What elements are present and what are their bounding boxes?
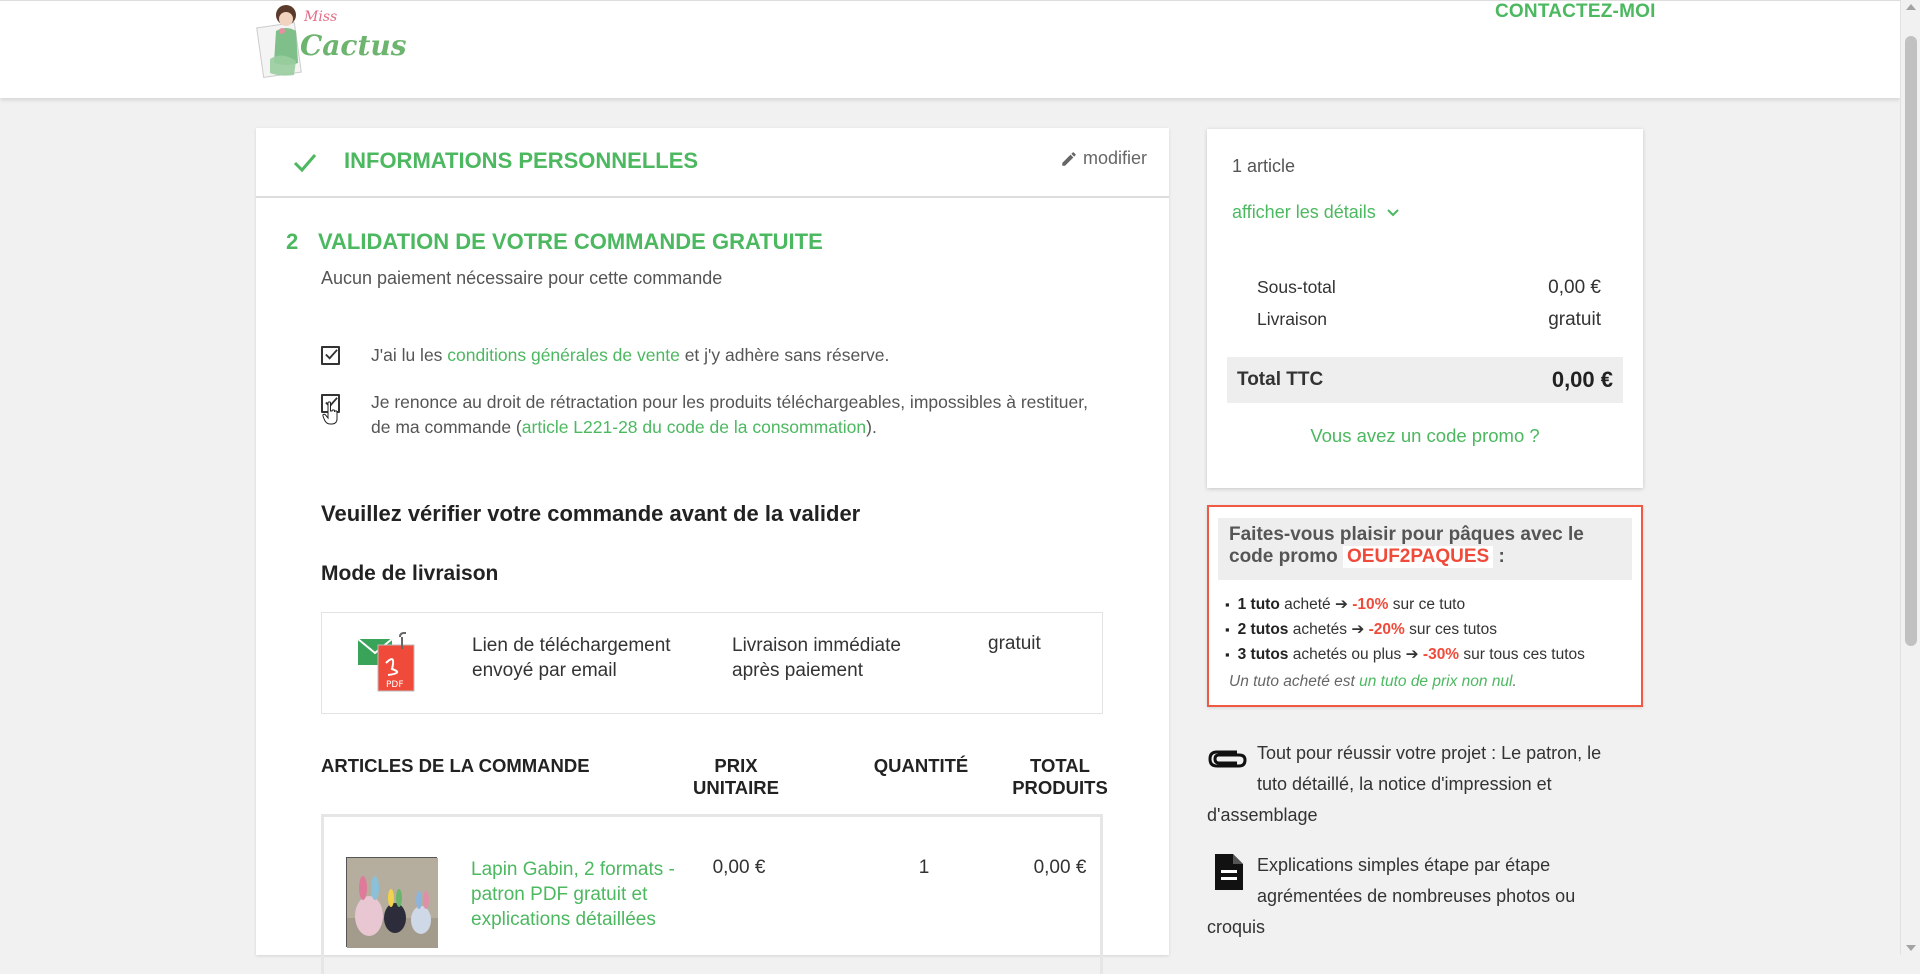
step-subtitle: Aucun paiement nécessaire pour cette commande [321, 268, 723, 288]
shipping-label: Livraison [1257, 309, 1328, 329]
table-row [321, 814, 1103, 974]
site-logo[interactable] [256, 1, 407, 81]
header-quantity: QUANTITÉ [873, 755, 969, 776]
article-count: 1 article [1232, 156, 1296, 176]
site-header [0, 0, 1900, 98]
chevron-down-icon [1386, 208, 1400, 218]
cgv-label: J'ai lu les conditions générales de vente et j'y adhère sans réserve. [371, 345, 890, 365]
check-mark-icon [324, 347, 339, 362]
consumer-code-link[interactable]: article L221-28 du code de la consommation [521, 417, 867, 437]
delivery-method: Lien de téléchargement envoyé par email [472, 635, 671, 681]
feature-text: Tout pour réussir votre projet : Le patron, le tuto détaillé, la notice d'impression et d'assemblage [1207, 743, 1602, 825]
pdf-email-icon [358, 633, 418, 693]
checkout-panel [256, 128, 1169, 955]
header-unit-price: PRIX UNITAIRE [693, 755, 779, 798]
promo-heading: Faites-vous plaisir pour pâques avec le code promo OEUF2PAQUES : [1218, 518, 1632, 580]
order-summary [1207, 129, 1643, 488]
pencil-icon [1060, 150, 1078, 168]
delivery-heading: Mode de livraison [321, 562, 499, 585]
svg-text:PDF: PDF [386, 680, 404, 690]
step-title: VALIDATION DE VOTRE COMMANDE GRATUITE [318, 229, 823, 254]
header-articles: ARTICLES DE LA COMMANDE [321, 755, 590, 776]
product-link[interactable]: Lapin Gabin, 2 formats - patron PDF gratuit et explications détaillées [471, 859, 675, 930]
shipping-row [1257, 309, 1601, 331]
scroll-thumb[interactable] [1905, 36, 1917, 646]
product-total: 0,00 € [1033, 857, 1087, 878]
total-label: Total TTC [1237, 369, 1324, 390]
show-details-label: afficher les détails [1232, 202, 1376, 222]
step-personal-info [256, 128, 1169, 198]
product-unit-price: 0,00 € [712, 857, 766, 878]
promo-list [1225, 592, 1585, 667]
svg-text:Cactus: Cactus [300, 29, 407, 62]
scroll-down-icon[interactable] [1906, 945, 1916, 951]
subtotal-row [1257, 277, 1601, 299]
modify-button[interactable] [1060, 148, 1147, 169]
promo-code-link[interactable]: Vous avez un code promo ? [1310, 425, 1540, 446]
total-value: 0,00 € [1551, 367, 1613, 392]
step-number: 2 [286, 229, 299, 254]
feature-item [1207, 738, 1627, 831]
list-item: ▪ 1 tuto acheté ➔ -10% sur ce tuto [1225, 592, 1585, 617]
paperclip-icon [1207, 738, 1249, 780]
contact-link[interactable]: CONTACTEZ-MOI [1495, 1, 1656, 22]
delivery-timing: Livraison immédiate après paiement [732, 635, 901, 681]
promo-banner [1207, 505, 1643, 707]
cgv-checkbox[interactable] [321, 346, 340, 365]
list-item: ▪ 2 tutos achetés ➔ -20% sur ces tutos [1225, 617, 1585, 642]
promo-code: OEUF2PAQUES [1343, 546, 1493, 568]
checkmark-icon [292, 150, 318, 174]
list-item: ▪ 3 tutos achetés ou plus ➔ -30% sur tous ces tutos [1225, 642, 1585, 667]
document-icon [1207, 850, 1249, 892]
hand-cursor-icon [322, 401, 340, 425]
delivery-option [321, 612, 1103, 714]
shipping-value: gratuit [1548, 309, 1601, 330]
scroll-up-icon[interactable] [1906, 4, 1916, 10]
product-thumbnail[interactable] [346, 857, 437, 947]
delivery-price: gratuit [988, 633, 1041, 654]
verify-heading: Veuillez vérifier votre commande avant de la valider [321, 501, 861, 526]
product-quantity: 1 [918, 857, 930, 878]
subtotal-value: 0,00 € [1548, 277, 1601, 298]
modify-label: modifier [1082, 148, 1147, 168]
retract-label: Je renonce au droit de rétractation pour les produits téléchargeables, impossibles à restituer, de ma commande (article L221-28 du code de la consommation). [371, 392, 1088, 437]
cgv-link[interactable]: conditions générales de vente [447, 345, 680, 365]
page-scrollbar[interactable] [1900, 0, 1920, 955]
show-details-toggle[interactable] [1232, 202, 1400, 223]
svg-text:Miss: Miss [304, 9, 338, 25]
feature-text: Explications simples étape par étape agrémentées de nombreuses photos ou croquis [1207, 855, 1576, 937]
total-row [1227, 357, 1623, 403]
feature-item [1207, 850, 1627, 943]
header-total: TOTAL PRODUITS [1012, 755, 1108, 798]
step-title: INFORMATIONS PERSONNELLES [344, 148, 699, 173]
subtotal-label: Sous-total [1257, 277, 1336, 297]
promo-footnote: Un tuto acheté est un tuto de prix non nul. [1229, 673, 1517, 690]
